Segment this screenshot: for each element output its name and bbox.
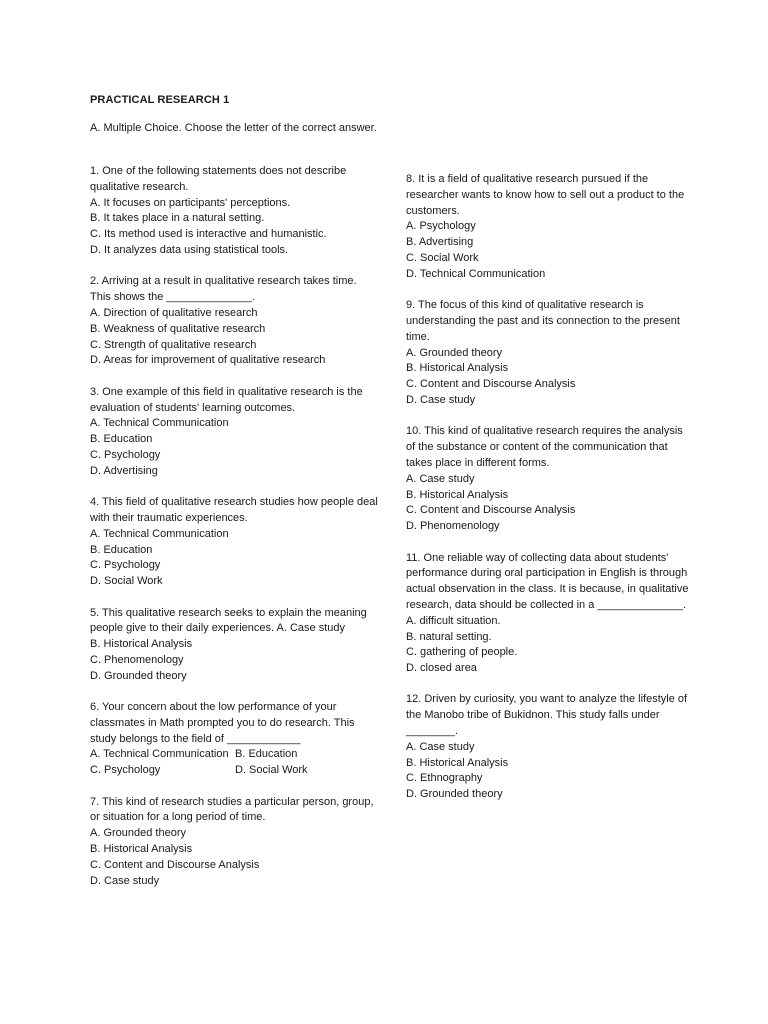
question-9 [406,298,690,409]
question-stem: 5. This qualitative research seeks to explain the meaning people give to their daily experiences. A. Case study [90,606,367,635]
choice-b: B. Education [235,748,298,761]
choice-d: D. Grounded theory [406,788,503,801]
question-8 [406,172,690,283]
choice-b: B. Advertising [406,236,474,249]
question-7 [90,795,380,890]
choice-d: D. Technical Communication [406,267,546,280]
choice-b: B. It takes place in a natural setting. [90,212,265,225]
choice-c: C. Content and Discourse Analysis [406,504,576,517]
right-column [406,172,690,819]
question-3 [90,385,380,480]
choice-c: C. Psychology [90,764,161,777]
question-10 [406,424,690,535]
question-stem: 3. One example of this field in qualitative research is the evaluation of students' learning outcomes. [90,385,363,414]
choice-row [90,747,380,763]
question-12 [406,692,690,803]
choice-b: B. Historical Analysis [90,638,193,651]
question-stem: 2. Arriving at a result in qualitative research takes time. This shows the ______________. [90,275,357,304]
choice-c: C. Social Work [406,251,479,264]
question-stem: 6. Your concern about the low performance of your classmates in Math prompted you to do research. This study belongs to the field of ____________ [90,701,355,745]
choice-a: A. difficult situation. [406,614,501,627]
question-stem: 10. This kind of qualitative research requires the analysis of the substance or content of the communication that takes place in different forms. [406,425,683,469]
question-stem: 11. One reliable way of collecting data about students' performance during oral participation in English is through actual observation in the class. It is because, in qualitative research, data should be collected in a ______________. [406,551,689,611]
question-1 [90,164,380,259]
instructions: A. Multiple Choice. Choose the letter of the correct answer. [90,122,377,134]
choice-d: D. Advertising [90,464,158,477]
choice-c: C. Its method used is interactive and humanistic. [90,228,327,241]
question-4 [90,495,380,590]
choice-a: A. Psychology [406,220,476,233]
choice-b: B. Historical Analysis [406,756,509,769]
choice-c: C. Ethnography [406,772,483,785]
question-stem: 12. Driven by curiosity, you want to analyze the lifestyle of the Manobo tribe of Bukidnon. This study falls under ________. [406,693,688,738]
choice-b: B. Weakness of qualitative research [90,322,266,335]
choice-d: D. closed area [406,662,477,675]
choice-c: C. Psychology [90,448,161,461]
choice-c: C. Psychology [90,559,161,572]
choice-a: A. Case study [406,740,475,753]
choice-d: D. Phenomenology [406,520,500,533]
choice-c: C. Content and Discourse Analysis [406,378,576,391]
choice-d: D. It analyzes data using statistical tools. [90,243,289,256]
choice-a: A. Direction of qualitative research [90,306,258,319]
choice-d: D. Social Work [90,575,163,588]
choice-d: D. Case study [90,874,160,887]
choice-b: B. Historical Analysis [90,843,193,856]
choice-row [90,763,380,779]
choice-a: A. Grounded theory [406,346,503,359]
choice-b: B. natural setting. [406,630,492,643]
page-title: PRACTICAL RESEARCH 1 [90,94,230,106]
choice-a: A. Grounded theory [90,827,187,840]
choice-d: D. Social Work [235,764,308,777]
choice-d: D. Case study [406,393,476,406]
choice-c: C. Strength of qualitative research [90,338,257,351]
question-11 [406,551,690,677]
choice-b: B. Education [90,543,153,556]
choice-b: B. Education [90,433,153,446]
left-column [90,164,380,905]
choice-a: A. Case study [406,472,475,485]
choice-b: B. Historical Analysis [406,488,509,501]
question-stem: 4. This field of qualitative research studies how people deal with their traumatic experiences. [90,496,378,524]
question-5 [90,606,380,685]
choice-a: A. Technical Communication [90,748,229,761]
choice-d: D. Areas for improvement of qualitative research [90,354,326,367]
question-stem: 9. The focus of this kind of qualitative research is understanding the past and its connection to the present time. [406,299,680,343]
choice-c: C. gathering of people. [406,646,518,659]
choice-c: C. Phenomenology [90,653,184,666]
choice-c: C. Content and Discourse Analysis [90,858,260,871]
choice-a: A. Technical Communication [90,417,229,430]
question-stem: 7. This kind of research studies a particular person, group, or situation for a long period of time. [90,795,374,824]
choice-d: D. Grounded theory [90,669,187,682]
question-6 [90,700,380,779]
question-2 [90,274,380,369]
choice-b: B. Historical Analysis [406,362,509,375]
question-stem: 8. It is a field of qualitative research pursued if the researcher wants to know how to sell out a product to the customers. [406,173,685,217]
choice-a: A. It focuses on participants' perceptions. [90,196,291,209]
question-stem: 1. One of the following statements does not describe qualitative research. [90,165,347,193]
choice-a: A. Technical Communication [90,527,229,540]
